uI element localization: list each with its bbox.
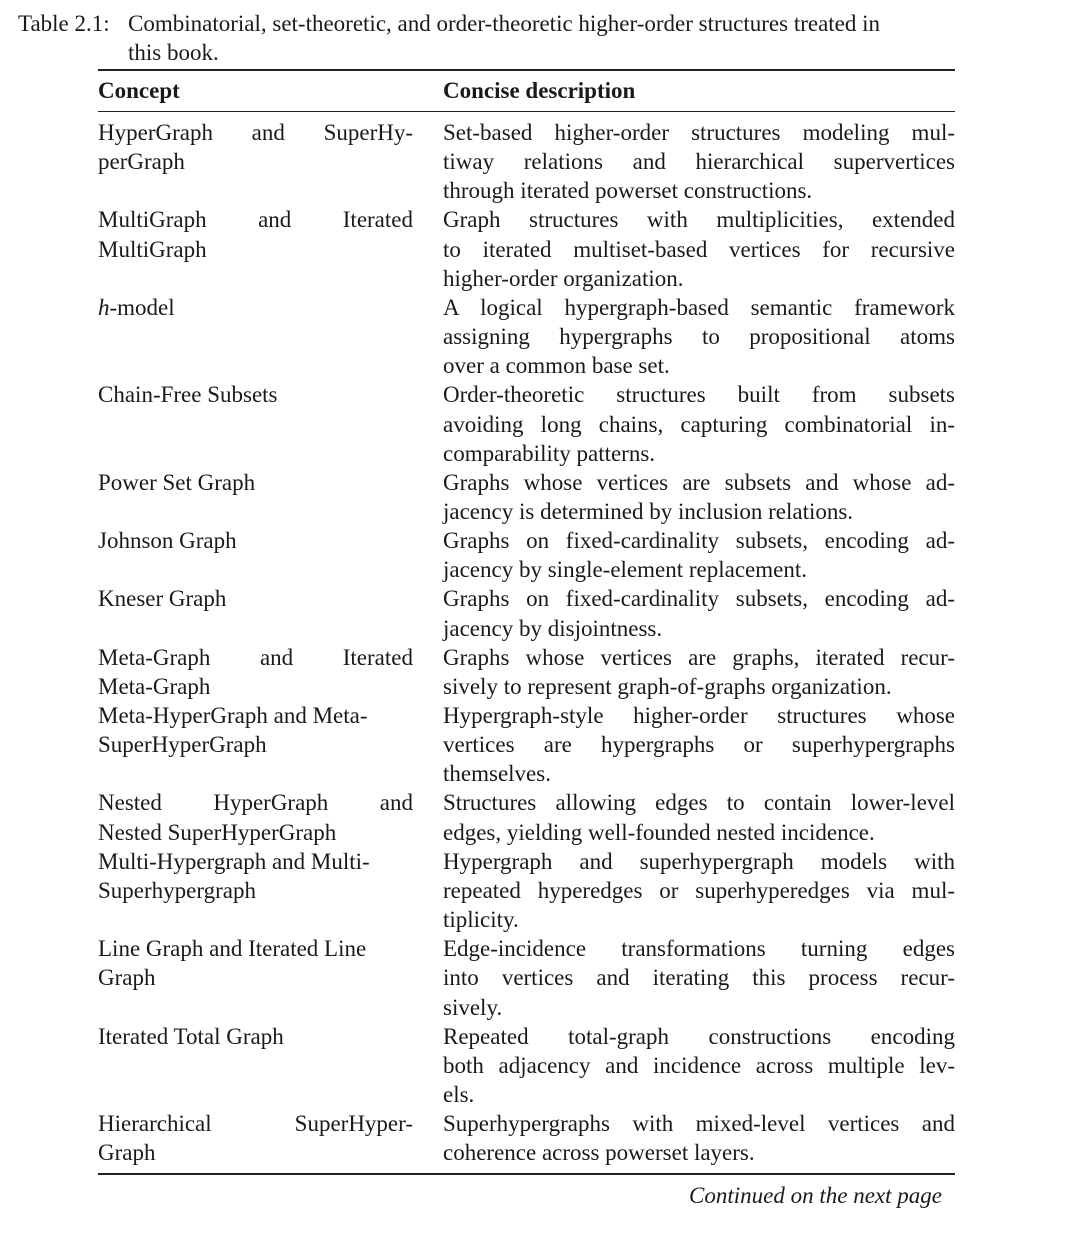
table-caption-line-1: Combinatorial, set-theoretic, and order-theoretic higher-order structures treated in (128, 11, 881, 36)
description-cell-line: Graphs on fixed-cardinality subsets, encoding ad- (443, 528, 955, 554)
description-cell-line: els. (443, 1081, 475, 1107)
description-cell-line: assigning hypergraphs to propositional atoms (443, 324, 955, 350)
concept-cell-line: Graph (98, 1140, 156, 1166)
description-cell-line: comparability patterns. (443, 440, 656, 466)
concept-cell-line: Hierarchical SuperHyper- (98, 1111, 413, 1137)
description-cell-line: to iterated multiset-based vertices for recursive (443, 236, 955, 262)
description-cell-line: A logical hypergraph-based semantic framework (443, 294, 955, 320)
description-cell-line: jacency by disjointness. (443, 615, 663, 641)
description-cell-line: over a common base set. (443, 353, 670, 379)
concept-cell-line: Power Set Graph (98, 469, 256, 495)
description-cell-line: Superhypergraphs with mixed-level vertices and (443, 1111, 955, 1137)
concept-cell-line: Multi-Hypergraph and Multi- (98, 848, 370, 874)
concept-cell (98, 293, 175, 322)
concept-cell-line: Meta-Graph and Iterated (98, 644, 413, 670)
concept-cell-line: perGraph (98, 149, 185, 175)
continued-note: Continued on the next page (689, 1183, 942, 1208)
description-cell-line: Graph structures with multiplicities, extended (443, 207, 955, 233)
concept-math-h: h (98, 294, 110, 320)
description-cell-line: Graphs whose vertices are graphs, iterated recur- (443, 644, 955, 670)
column-header-description: Concise description (443, 78, 636, 103)
description-cell-line: Structures allowing edges to contain lower-level (443, 790, 955, 816)
description-cell-line: avoiding long chains, capturing combinatorial in- (443, 411, 955, 437)
description-cell-line: tiway relations and hierarchical supervertices (443, 149, 955, 175)
description-cell-line: coherence across powerset layers. (443, 1140, 755, 1166)
description-cell-line: jacency is determined by inclusion relations. (443, 498, 854, 524)
concept-cell-line: Kneser Graph (98, 586, 227, 612)
concept-cell-line: Nested HyperGraph and (98, 790, 413, 816)
concept-cell-line: Line Graph and Iterated Line (98, 936, 367, 962)
description-cell-line: Set-based higher-order structures modeling mul- (443, 120, 955, 145)
description-cell-line: Edge-incidence transformations turning edges (443, 936, 955, 962)
concept-cell-line: Meta-HyperGraph and Meta- (98, 703, 368, 728)
description-cell-line: Order-theoretic structures built from subsets (443, 382, 955, 408)
table-bottom-rule (98, 1173, 955, 1175)
table-header-rule (98, 111, 955, 112)
concept-cell-line: Graph (98, 965, 156, 991)
description-cell-line: into vertices and iterating this process recur- (443, 965, 955, 991)
concept-cell-line: MultiGraph and Iterated (98, 207, 413, 233)
description-cell-line: both adjacency and incidence across multiple lev- (443, 1052, 955, 1078)
description-cell-line: Graphs on fixed-cardinality subsets, encoding ad- (443, 586, 955, 612)
description-cell-line: jacency by single-element replacement. (443, 557, 807, 583)
concept-cell-line: Chain-Free Subsets (98, 382, 278, 408)
table-caption-label: Table 2.1: (18, 11, 110, 36)
description-cell-line: tiplicity. (443, 907, 519, 933)
concept-cell-line: Johnson Graph (98, 528, 237, 554)
description-cell-line: through iterated powerset constructions. (443, 178, 813, 204)
description-cell-line: repeated hyperedges or superhyperedges via mul- (443, 877, 955, 903)
table-caption-line-2: this book. (128, 40, 219, 65)
concept-cell-line: Iterated Total Graph (98, 1023, 284, 1049)
concept-cell-line: HyperGraph and SuperHy- (98, 120, 413, 145)
description-cell-line: sively. (443, 994, 503, 1020)
description-cell-line: Hypergraph and superhypergraph models with (443, 848, 955, 874)
description-cell-line: themselves. (443, 761, 551, 787)
description-cell-line: Graphs whose vertices are subsets and whose ad- (443, 469, 955, 495)
description-cell-line: Hypergraph-style higher-order structures whose (443, 703, 955, 728)
description-cell-line: vertices are hypergraphs or superhypergraphs (443, 732, 955, 758)
column-header-concept: Concept (98, 78, 180, 103)
description-cell-line: higher-order organization. (443, 265, 684, 291)
concept-cell-line: Nested SuperHyperGraph (98, 819, 337, 845)
concept-cell-line: Superhypergraph (98, 877, 256, 903)
concept-cell-line: SuperHyperGraph (98, 732, 267, 758)
description-cell-line: Repeated total-graph constructions encoding (443, 1023, 955, 1049)
concept-text: -model (109, 294, 175, 320)
concept-cell-line: MultiGraph (98, 236, 207, 262)
description-cell-line: sively to represent graph-of-graphs organization. (443, 673, 892, 699)
concept-cell-line: Meta-Graph (98, 673, 211, 699)
description-cell-line: edges, yielding well-founded nested incidence. (443, 819, 875, 845)
table-top-rule (98, 69, 955, 71)
